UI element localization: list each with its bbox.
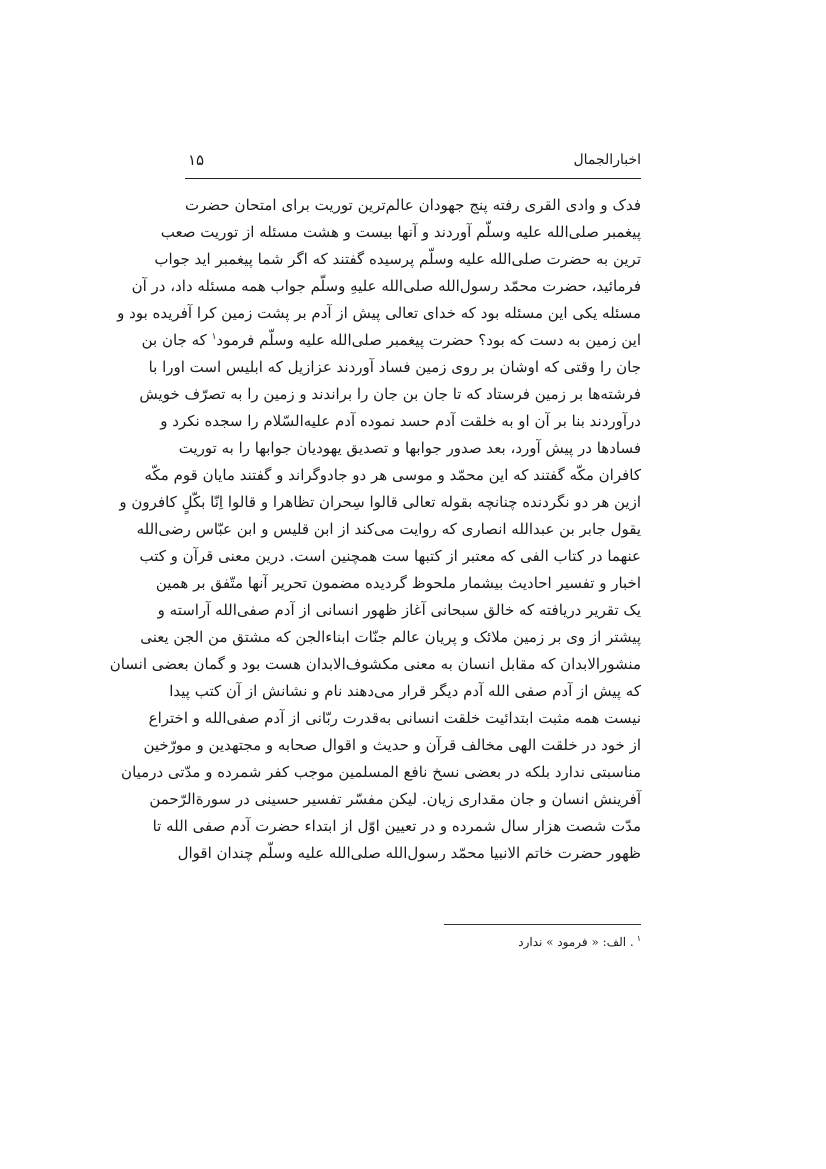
footnote-divider xyxy=(444,924,641,925)
text-line: ظهور حضرت خاتم الانبیا محمّد رسول‌الله صلی‌الله علیه وسلّم چندان اقوال xyxy=(177,844,641,862)
text-line: مدّت شصت هزار سال شمرده و در تعیین اوّل از ابتداء حضرت آدم صفی الله تا xyxy=(152,817,641,835)
text-line: جان را وقتی که اوشان بر روی زمین فساد آوردند عزازیل که ابلیس است اورا با xyxy=(148,358,641,376)
text-line: درآوردند بنا بر آن او به خلقت آدم حسد نموده آدم علیه‌السّلام را سجده نکرد و xyxy=(160,412,641,430)
text-line: فدک و وادی القری رفته پنج جهودان عالم‌ترین توریت برای امتحان حضرت xyxy=(185,196,641,214)
page-number: ۱۵ xyxy=(188,151,205,169)
text-line: از خود در خلقت الهی مخالف قرآن و حدیث و اقوال صحابه و مجتهدین و مورّخین xyxy=(143,736,641,754)
text-line: یقول جابر بن عبدالله انصاری که روایت می‌کند از ابن قلیس و ابن عبّاس رضی‌الله xyxy=(136,520,641,538)
text-line: نیست همه مثبت ابتدائیت خلقت انسانی به‌قدرت ربّانی از آدم صفی‌الله و اختراع xyxy=(148,709,641,727)
footnote xyxy=(185,933,641,951)
text-segment: که جان بن xyxy=(141,331,212,349)
header-divider xyxy=(185,178,641,179)
text-line: فسادها در پیش آورد، بعد صدور جوابها و تصدیق یهودیان جوابها را به توریت xyxy=(178,439,641,457)
text-line: عنهما در کتاب الفی که معتبر از کتبها ست همچنین است. درین معنی قرآن و کتب xyxy=(139,547,641,565)
text-line: پیشتر از وی بر زمین ملائک و پریان عالم جنّات ابناءالجن که مشتق من الجن یعنی xyxy=(140,628,641,646)
text-line: مناسبتی ندارد بلکه در بعضی نسخ نافع المسلمین موجب کفر شمرده و مدّتی درمیان xyxy=(121,763,641,781)
text-segment: این زمین به دست که بود؟ حضرت پیغمبر صلی‌الله علیه وسلّم فرمود xyxy=(216,331,641,349)
text-line: پیغمبر صلی‌الله علیه وسلّم آوردند و آنها بیست و هشت مسئله از توریت صعب xyxy=(160,223,641,241)
body-text xyxy=(109,192,641,867)
footnote-reference[interactable]: ۱ xyxy=(211,332,217,342)
footnote-number: ۱ xyxy=(636,934,641,943)
text-line: فرشته‌ها بر زمین فرستاد که تا جان بن جان را براندند و زمین را به تصرّف خویش xyxy=(139,385,641,403)
text-line-with-footnote xyxy=(141,327,641,354)
footnote-text: . الف: « فرمود » ندارد xyxy=(518,935,634,949)
text-line: کافران مکّه گفتند که این محمّد و موسی هر دو جادوگراند و گفتند مایان قوم مکّه xyxy=(144,466,641,484)
text-line: مسئله یکی این مسئله بود که خدای تعالی پیش از آدم بر پشت زمین کرا آفریده بود و xyxy=(117,304,641,322)
text-line: ترین به حضرت صلی‌الله علیه وسلّم پرسیده گفتند که اگر شما پیغمبر اید جواب xyxy=(154,250,641,268)
text-line: یک تقریر دریافته که خالق سبحانی آغاز ظهور انسانی از آدم صفی‌الله آراسته و xyxy=(157,601,641,619)
text-line: اخبار و تفسیر احادیث بیشمار ملحوظ گردیده مضمون تحریر آنها متّفق بر همین xyxy=(155,574,641,592)
running-title: اخبارالجمال xyxy=(573,152,641,168)
text-line: ازین هر دو نگردنده چنانچه بقوله تعالی قالوا سِحران تظاهرا و قالوا اِنّا بکّلٍ کافرون و xyxy=(119,493,641,511)
text-line: که پیش از آدم صفی الله آدم دیگر قرار می‌دهند نام و نشانش از آن کتب پیدا xyxy=(169,682,641,700)
text-line: فرمائید، حضرت محمّد رسول‌الله صلی‌الله علیهِ وسلّم جواب همه مسئله داد، در آن xyxy=(131,277,641,295)
text-line: منشورالابدان که مقابل انسان به معنی مکشوف‌الابدان هست بود و گمان بعضی انسان xyxy=(109,655,641,673)
text-line: آفرینش انسان و جان مقداری زیان. لیکن مفسّر تفسیر حسینی در سورةالرّحمن xyxy=(149,790,641,808)
